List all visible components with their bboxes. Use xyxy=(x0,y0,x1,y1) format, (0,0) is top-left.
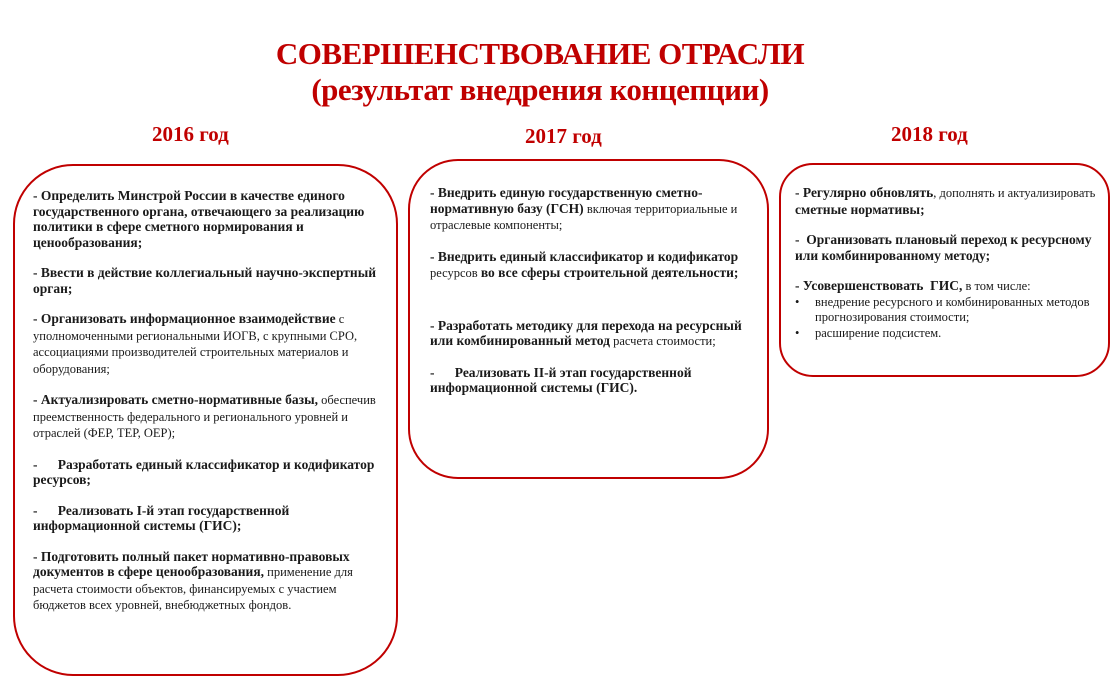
year-2016-label: 2016 год xyxy=(152,122,229,146)
list-item: - Внедрить единый классификатор и кодификатор ресурсов во все сферы строительной деятельности; xyxy=(430,248,739,280)
column-2017-box xyxy=(408,159,769,479)
list-item: - Организовать информационное взаимодействие с уполномоченными региональными ИОГВ, с крупными СРО, ассоциациями производителей строительных материалов и оборудования; xyxy=(33,311,358,376)
list-item: - Внедрить единую государственную сметно-нормативную базу (ГСН) включая территориальные и отраслевые компоненты; xyxy=(430,185,738,232)
column-2016-box xyxy=(13,164,398,676)
list-item: - Регулярно обновлять, дополнять и актуализировать сметные нормативы; xyxy=(795,185,1096,217)
list-item: - Разработать единый классификатор и кодификатор ресурсов; xyxy=(33,456,378,487)
bullet-item: • внедрение ресурсного и комбинированных методов прогнозирования стоимости; xyxy=(815,295,1098,326)
year-2018-label: 2018 год xyxy=(891,122,968,146)
page-title xyxy=(0,36,1080,108)
list-item: - Организовать плановый переход к ресурсному или комбинированному методу; xyxy=(795,232,1095,263)
list-item: - Подготовить полный пакет нормативно-правовых документов в сфере ценообразования, применение для расчета стоимости объектов, финансируемых с участием бюджетов всех уровней, внебюджетных фондов. xyxy=(33,548,353,612)
list-item: - Ввести в действие коллегиальный научно-экспертный орган; xyxy=(33,265,377,296)
year-2017-label: 2017 год xyxy=(525,124,602,148)
bullet-item: • расширение подсистем. xyxy=(815,326,1098,342)
list-item: - Актуализировать сметно-нормативные базы, обеспечив преемственность федерального и регионального уровней и отраслей (ФЕР, ТЕР, ОЕР); xyxy=(33,392,376,440)
column-2018-box xyxy=(779,163,1110,377)
sub-bullet-list xyxy=(795,295,1098,342)
title-line-2: (результат внедрения концепции) xyxy=(311,72,769,107)
list-item: - Реализовать II-й этап государственной информационной системы (ГИС). xyxy=(430,364,695,395)
list-item: - Разработать методику для перехода на ресурсный или комбинированный метод расчета стоимости; xyxy=(430,317,742,348)
list-item: - Усовершенствовать ГИС, в том числе: xyxy=(795,278,1031,293)
list-item: - Определить Минстрой России в качестве единого государственного органа, отвечающего за реализацию политики в сфере сметного нормирования и ценообразования; xyxy=(33,188,365,250)
title-line-1: СОВЕРШЕНСТВОВАНИЕ ОТРАСЛИ xyxy=(275,36,805,71)
list-item: - Реализовать I-й этап государственной информационной системы (ГИС); xyxy=(33,502,293,533)
